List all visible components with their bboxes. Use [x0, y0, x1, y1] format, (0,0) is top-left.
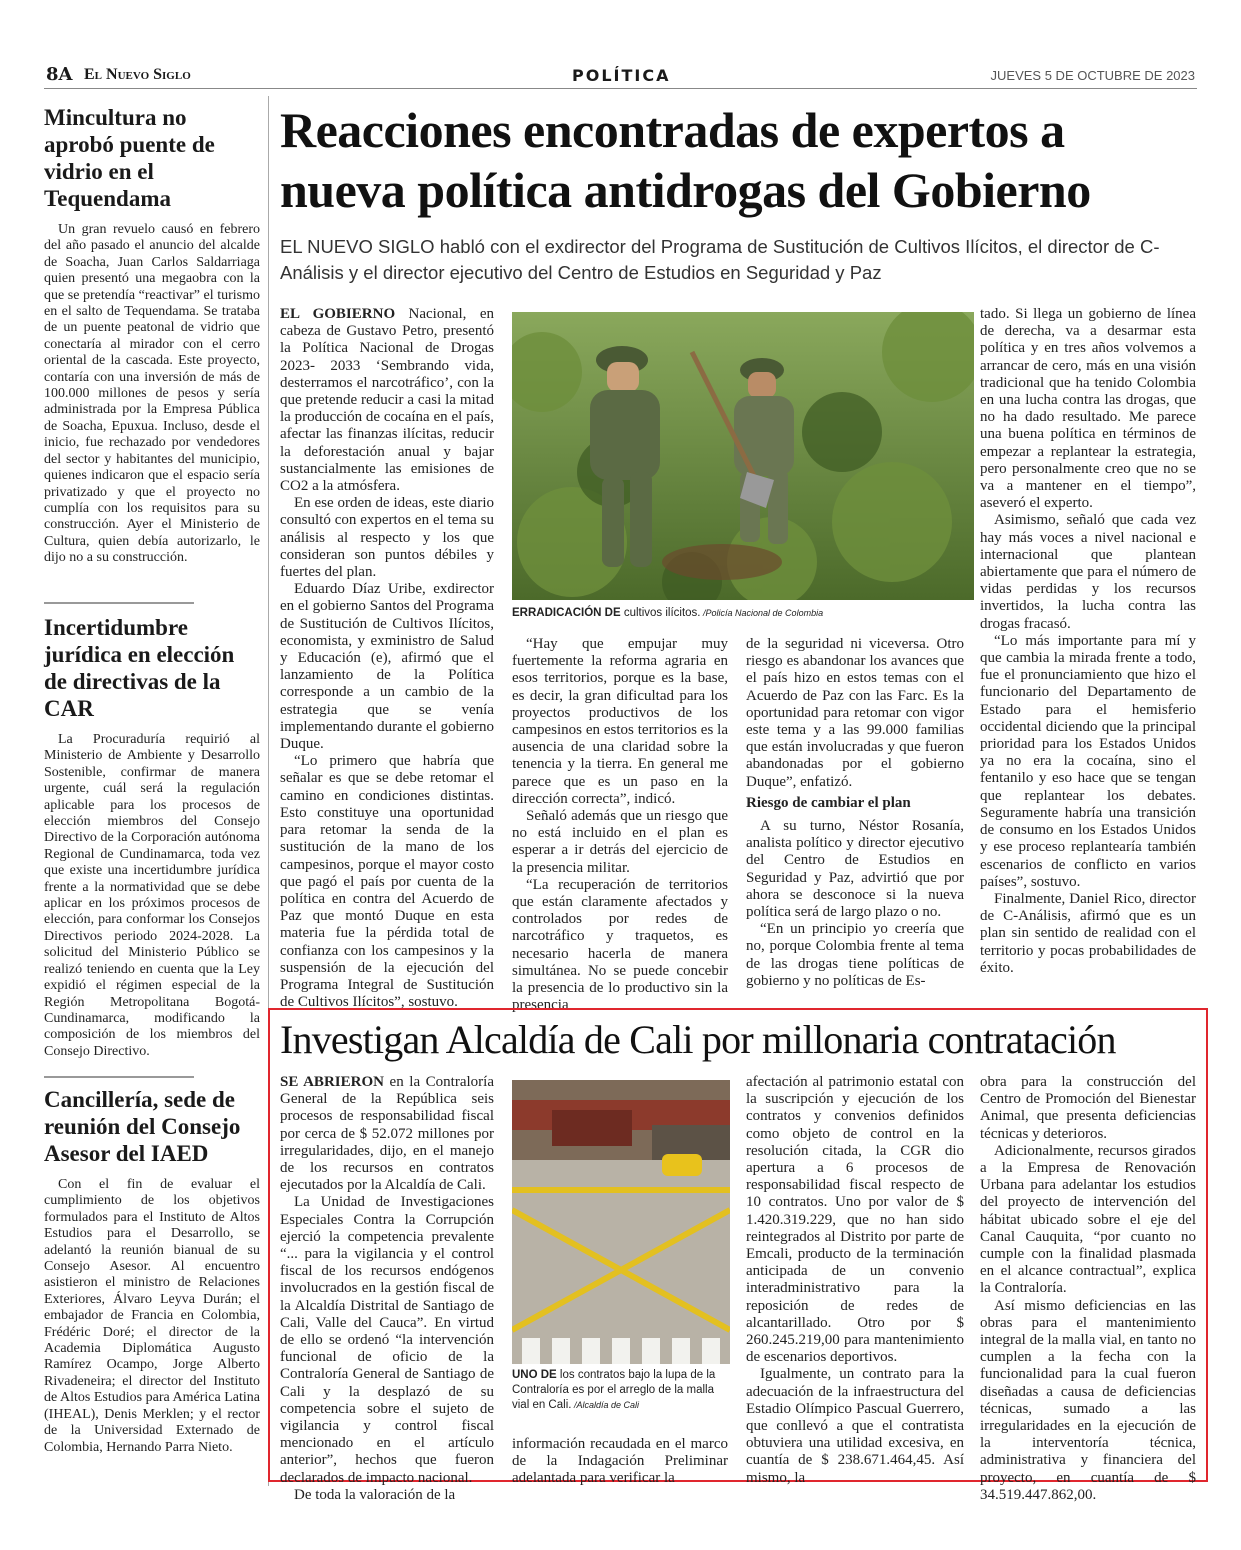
cali-lead: SE ABRIERON — [280, 1074, 384, 1090]
cali-paragraph: obra para la construcción del Centro de Promoción del Bienestar Animal, que presenta deficiencias técnicas y deterioros. — [980, 1074, 1196, 1142]
sidebar-story-2 — [44, 614, 260, 1060]
cali-paragraph: Igualmente, un contrato para la adecuación de la infraestructura del Estadio Olímpico Pascual Guerrero, que conllevó a que el contratista obtuviera una utilidad excesiva, en cuantía de $ 238.671.464,45. Así mismo, la — [746, 1366, 964, 1486]
main-paragraph: Nacional, en cabeza de Gustavo Petro, presentó la Política Nacional de Drogas 2023- 2033 ‘Sembrando vida, desterramos el narcotráfico’, con la que pretende reducir a casi la mitad la producción de cocaína en el país, afectar las finanzas ilícitas, reducir la deforestación anual y bajar sustancialmente las emisiones de CO2 a la atmósfera. — [280, 306, 494, 495]
main-paragraph: En ese orden de ideas, este diario consultó con expertos en el tema su análisis al respecto y los que consideran son puntos débiles y fuertes del plan. — [280, 495, 494, 581]
sidebar-headline: Cancillería, sede de reunión del Consejo Asesor del IAED — [44, 1087, 241, 1166]
caption-lead: UNO DE — [512, 1369, 557, 1381]
sidebar-divider — [44, 602, 194, 604]
paper-name: El Nuevo Siglo — [84, 66, 191, 83]
cali-column-4 — [980, 1074, 1196, 1504]
sidebar-paragraph: La Procuraduría requirió al Ministerio de Ambiente y Desarrollo Sostenible, confirmar de manera urgente, cuál será la regulación aplicable para los procesos de elección miembros del Consejo Directivo de la Corporación autónoma Regional de Cundinamarca, toda vez que existe una incertidumbre jurídica frente a la normatividad que se debe aplicar en los próximos procesos de elección, para conformar los Consejos Directivos periodo 2024-2028. La solicitud del Ministerio Público se realizó teniendo en cuenta que la Ley expidió el régimen especial de la Región Metropolitana Bogotá-Cundinamarca, modificando la composición de los miembros del Consejo Directivo. — [44, 732, 260, 1059]
main-lead: EL GOBIERNO — [280, 306, 396, 322]
eradication-photo-caption — [512, 606, 974, 621]
cali-paragraph: Así mismo deficiencias en las obras para el mantenimiento integral de la malla vial, en tanto no cumplen a la fecha con la funcionalidad para la cual fueron diseñadas a causa de deficiencias técnicas, sumado a las irregularidades en la ejecución de la interventoría técnica, administrativa y financiera del proyecto, en cuantía de $ 34.519.447.862,00. — [980, 1297, 1196, 1503]
main-paragraph: Finalmente, Daniel Rico, director de C-Análisis, afirmó que es un plan sin sentido de realidad con el territorio y pocas probabilidades de éxito. — [980, 890, 1196, 976]
sidebar-body — [44, 1177, 260, 1456]
header-rule — [44, 88, 1197, 89]
main-lead-paragraph — [280, 306, 494, 495]
cali-street-photo — [512, 1080, 730, 1364]
main-paragraph: A su turno, Néstor Rosanía, analista político y director ejecutivo del Centro de Estudios en Seguridad y Paz, advirtió que por ahora se desconoce si la nueva política será de largo plazo o no. — [746, 818, 964, 921]
cali-paragraph: Adicionalmente, recursos girados a la Empresa de Renovación Urbana para adelantar los estudios del proyecto de intervención del hábitat ubicado sobre el eje del Canal Cauquita, “por cuanto no cumple con la finalidad plasmada en el alcance contractual”, explica la Contraloría. — [980, 1142, 1196, 1297]
sidebar-paragraph: Un gran revuelo causó en febrero del año pasado el anuncio del alcalde de Soacha, Juan Carlos Saldarriaga quien presentó una megaobra con la que se pretendía “reactivar” el turismo en el salto de Tequendama. Se trataba de un puente peatonal de vidrio que conectaría al mirador con el cerro oriental de la cascada. Este proyecto, contaría con una inversión de más de 100.000 millones de pesos y sería administrada por la Empresa Pública de Soacha, Epuxua. Incluso, desde el inicio, fue rechazado por vendedores del sector y habitantes del municipio, quienes indicaron que el espacio sería privatizado y que el proyecto no cumplía con los requisitos para su construcción. Ayer el Ministerio de Cultura, quien debía autorizarlo, le dijo no a su construcción. — [44, 222, 260, 566]
eradication-photo — [512, 312, 974, 600]
sidebar — [44, 104, 260, 567]
sidebar-body — [44, 222, 260, 567]
cali-column-1 — [280, 1074, 494, 1504]
cali-paragraph: De toda la valoración de la — [294, 1486, 456, 1503]
page-number: 8A — [46, 64, 73, 85]
cali-column-3 — [746, 1074, 964, 1487]
caption-text: los contratos bajo la lupa de la Contraloría es por el arreglo de la malla vial en Cali. — [512, 1369, 716, 1411]
sidebar-body — [44, 732, 260, 1060]
cali-lead-paragraph — [280, 1074, 494, 1194]
main-paragraph: Señaló además que un riesgo que no está incluido en el plan es esperar a ir detrás del ejercicio de la presencia militar. — [512, 808, 728, 876]
issue-date: JUEVES 5 DE OCTUBRE DE 2023 — [990, 68, 1195, 83]
main-subheadline: EL NUEVO SIGLO habló con el exdirector del Programa de Sustitución de Cultivos Ilícitos, el director de C-Análisis y el director ejecutivo del Centro de Estudios en Seguridad y Paz — [280, 236, 1160, 283]
cali-column-2 — [512, 1436, 728, 1488]
main-column-4 — [980, 306, 1196, 977]
main-paragraph: Asimismo, señaló que cada vez hay más voces a nivel nacional e internacional que plantean abiertamente que para el número de vidas perdidas y los recursos invertidos, la lucha contra las drogas fracasó. — [980, 512, 1196, 632]
photo-credit: /Policía Nacional de Colombia — [700, 608, 824, 618]
main-subheading: Riesgo de cambiar el plan — [746, 794, 911, 811]
caption-text: cultivos ilícitos. — [620, 607, 701, 619]
cali-paragraph: en la Contraloría General de la República seis procesos de responsabilidad fiscal por cerca de $ 52.072 millones por irregularidades, dijo, en el manejo de los recursos en contratos ejecutados por la Alcaldía de Cali. — [280, 1074, 494, 1194]
eradication-photo-graphic — [512, 312, 974, 600]
cali-paragraph: afectación al patrimonio estatal con la suscripción y ejecución de los contratos y convenios definidos como objeto de control en la resolución citada, la CGR dio apertura a 6 procesos de responsabilidad fiscal respecto de 10 contratos. Uno por valor de $ 1.420.319.229, que no han sido reintegrados al Distrito por parte de Emcali, producto de la terminación anticipada de un convenio interadministrativo para la reposición de redes de alcantarillado. Otro por $ 260.245.219,00 para mantenimiento de escenarios deportivos. — [746, 1074, 964, 1366]
main-paragraph: “Hay que empujar muy fuertemente la reforma agraria en esos territorios, porque es la base, es decir, la gran dificultad para los proyectos productivos de los campesinos en estos territorios es la ausencia de una claridad sobre la tenencia y la tierra. En general me parece que es un paso en la dirección correcta”, indicó. — [512, 636, 728, 807]
cali-photo-caption — [512, 1368, 728, 1413]
caption-lead: ERRADICACIÓN DE — [512, 607, 621, 619]
sidebar-divider — [44, 1076, 194, 1078]
cali-paragraph: información recaudada en el marco de la Indagación Preliminar adelantada para verificar la — [512, 1436, 728, 1487]
cali-paragraph: La Unidad de Investigaciones Especiales Contra la Corrupción ejerció la competencia prevalente “... para la vigilancia y el control fiscal de los recursos endógenos involucrados en la gestión fiscal de la Alcaldía Distrital de Santiago de Cali, Valle del Cauca”. En virtud de ello se ordenó “la intervención funcional de oficio de la Contraloría General de Santiago de Cali y la desplazó de su competencia sobre el sujeto de vigilancia y control fiscal mencionado en el artículo anterior”, hechos que fueron declarados de impacto nacional. — [280, 1194, 494, 1486]
main-paragraph: “Lo primero que habría que señalar es que se debe retomar el camino en condiciones distintas. Esto constituye una oportunidad para retomar la senda de la sustitución de la mano de los campesinos, porque el mayor costo que pagó el país por cuenta de la política en contra del Acuerdo de Paz que montó Duque en esta materia fue la pérdida total de confianza con los campesinos y la suspensión de la ejecución del Programa Integral de Sustitución de Cultivos Ilícitos”, sostuvo. — [280, 753, 494, 1011]
main-paragraph: “En un principio yo creería que no, porque Colombia frente al tema de las drogas tiene políticas de gobierno y no políticas de Es- — [746, 921, 964, 989]
photo-credit: /Alcaldía de Cali — [571, 1400, 639, 1410]
cali-street-photo-graphic — [512, 1080, 730, 1364]
main-paragraph: tado. Si llega un gobierno de línea de derecha, va a desarmar esta política y en tres años volvemos a arrancar de cero, más en una visión tradicional que ha tenido Colombia en una lucha contra las drogas, que no ha dado resultado. Me parece una buena política en términos de empezar a replantear la estrategia, pero personalmente creo que no se va a mantener en el tiempo”, aseveró el experto. — [980, 306, 1196, 512]
main-paragraph: de la seguridad ni viceversa. Otro riesgo es abandonar los avances que el país hizo en estos temas con el Acuerdo de Paz con las Farc. Es la oportunidad para retomar con vigor este tema y a las 99.000 familias que están involucradas y que fueron abandonadas por el gobierno Duque”, enfatizó. — [746, 636, 964, 790]
main-paragraph: Eduardo Díaz Uribe, exdirector en el gobierno Santos del Programa de Sustitución de Cultivos Ilícitos, economista, y exministro de Salud y Educación (e), afirmó que el lanzamiento de la Política corresponde a un cambio de la estrategia que se venía implementando durante el gobierno Duque. — [280, 581, 494, 753]
sidebar-headline: Mincultura no aprobó puente de vidrio en el Tequendama — [44, 105, 215, 211]
sidebar-story — [44, 104, 260, 567]
main-paragraph: “Lo más importante para mí y que cambia la mirada frente a todo, fue el pronunciamiento que hizo el funcionario del Departamento de Estado para el hemisferio occidental diciendo que la principal prioridad para los Estados Unidos ya no era la cocaína, sino el fentanilo y eso hace que se tengan que replantear los debates. Seguramente habría una transición de consumo en los Estados Unidos y ese proceso replantearía también escenarios de conflicto en varios países”, sostuvo. — [980, 632, 1196, 890]
section-title: POLÍTICA — [572, 66, 671, 85]
main-paragraph: “La recuperación de territorios que están claramente afectados y controlados por redes de narcotráfico y traquetos, es necesario hacerla de manera simultánea. No se puede concebir la presencia de lo productivo sin la presencia — [512, 876, 728, 1014]
main-column-3 — [746, 636, 964, 990]
sidebar-headline: Incertidumbre jurídica en elección de directivas de la CAR — [44, 615, 235, 721]
main-column-2 — [512, 636, 728, 1014]
main-column-1 — [280, 306, 494, 1011]
cali-headline: Investigan Alcaldía de Cali por millonaria contratación — [280, 1017, 1116, 1062]
sidebar-paragraph: Con el fin de evaluar el cumplimiento de los objetivos formulados para el Instituto de Altos Estudios para el Desarrollo, se adelantó la reunión bianual de su Consejo Asesor. Al encuentro asistieron el ministro de Relaciones Exteriores, Álvaro Leyva Durán; el embajador de Francia en Colombia, Frédéric Doré; el director de la Academia Diplomática Augusto Ramírez Ocampo, Jorge Alberto Rivadeneira; el director del Instituto de Altos Estudios para América Latina (IHEAL), Denis Merklen; y el rector de la Universidad Externado de Colombia, Hernando Parra Nieto. — [44, 1177, 260, 1455]
main-headline: Reacciones encontradas de expertos a nueva política antidrogas del Gobierno — [280, 102, 1091, 218]
sidebar-story-3 — [44, 1086, 260, 1456]
